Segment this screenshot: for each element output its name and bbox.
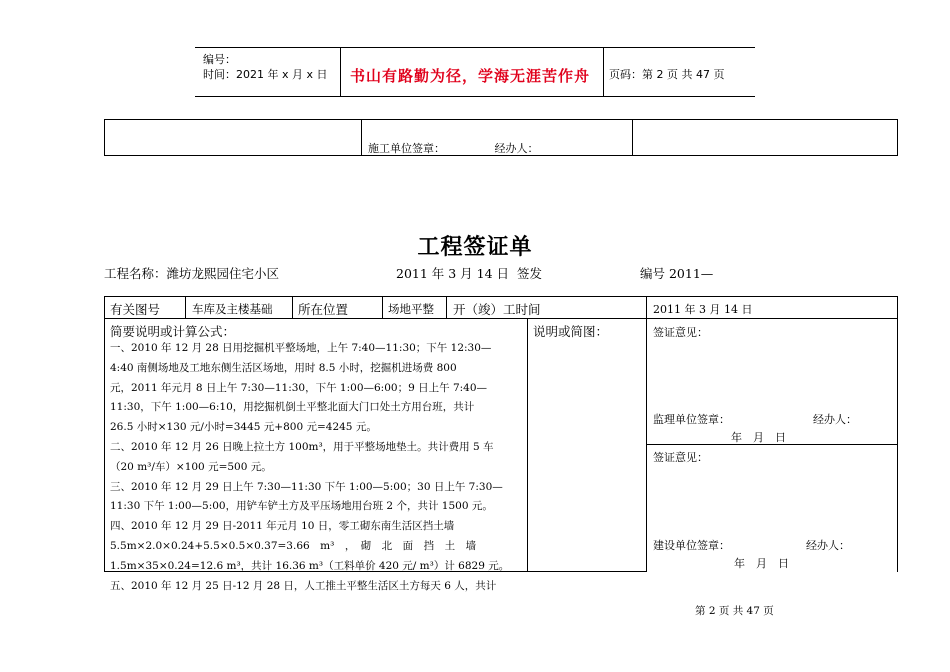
page-footer: 第 2 页 共 47 页	[695, 605, 774, 617]
header-time-label: 时间：2021 年 x 月 x 日	[203, 68, 328, 81]
description-line: 1.5m×35×0.24=12.6 m³，共计 16.36 m³（工料单价 420 元/ m³）计 6829 元。	[110, 559, 510, 572]
description-line: 26.5 小时×130 元/小时=3445 元+800 元=4245 元。	[110, 421, 377, 434]
description-line: 一、2010 年 12 月 28 日用挖掘机平整场地，上午 7:40—11:30；下午 12:30—	[110, 342, 492, 354]
header-number-label: 编号：	[203, 53, 236, 66]
label-drawing-number: 有关图号	[110, 302, 161, 317]
header-page-code: 页码：第 2 页 共 47 页	[609, 68, 725, 81]
project-name: 工程名称：潍坊龙熙园住宅小区	[104, 266, 280, 281]
serial-number: 编号 2011—	[640, 266, 714, 281]
description-line: 11:30，下午 1:00—6:10，用挖掘机倒土平整北面大门口处土方用台班，共计	[110, 401, 475, 414]
description-body	[110, 339, 525, 596]
location-value: 场地平整	[388, 302, 434, 316]
header-motto: 书山有路勤为径，学海无涯苦作舟	[350, 67, 591, 85]
issue-date: 2011 年 3 月 14 日 签发	[396, 266, 542, 281]
builder-opinion-label: 签证意见：	[653, 451, 708, 464]
work-time-value: 2011 年 3 月 14 日	[653, 303, 753, 316]
supervisor-handler-label: 经办人：	[813, 413, 857, 426]
description-line: 四、2010 年 12 月 29 日-2011 年元月 10 日，零工砌东南生活区挡土墙	[110, 520, 455, 533]
contractor-signature-line: 施工单位签章： 经办人：	[368, 142, 539, 155]
description-line: 元，2011 年元月 8 日上午 7:30—11:30，下午 1:00—6:00；9 日上午 7:40—	[110, 381, 488, 394]
diagram-header: 说明或简图：	[533, 324, 609, 339]
supervisor-date-label: 年 月 日	[731, 431, 786, 444]
supervisor-opinion-label: 签证意见：	[653, 326, 708, 339]
description-line: 11:30 下午 1:00—5:00，用铲车铲土方及平压场地用台班 2 个，共计 1500 元。	[110, 500, 493, 513]
supervisor-seal-label: 监理单位签章：	[653, 413, 730, 426]
builder-handler-label: 经办人：	[806, 539, 850, 552]
page-title: 工程签证单	[417, 234, 533, 260]
builder-date-label: 年 月 日	[734, 557, 789, 570]
description-line: 5.5m×2.0×0.24+5.5×0.5×0.37=3.66 m³ ， 砌 北 面 挡 土 墙	[110, 539, 477, 552]
drawing-number-value: 车库及主楼基础	[192, 302, 273, 316]
label-location: 所在位置	[298, 302, 349, 317]
description-line: 三、2010 年 12 月 29 日上午 7:30—11:30 下午 1:00—5:00；30 日上午 7:30—	[110, 480, 503, 493]
description-line: 二、2010 年 12 月 26 日晚上拉土方 100m³，用于平整场地垫土。共计费用 5 车	[110, 440, 494, 453]
description-line: 五、2010 年 12 月 25 日-12 月 28 日，人工推土平整生活区土方每天 6 人，共计	[110, 579, 497, 592]
label-work-time: 开（竣）工时间	[453, 302, 541, 317]
description-line: 4:40 南侧场地及工地东侧生活区场地，用时 8.5 小时，挖掘机进场费 800	[110, 361, 457, 374]
description-header: 简要说明或计算公式：	[110, 324, 236, 339]
builder-seal-label: 建设单位签章：	[653, 539, 730, 552]
description-line: （20 m³/车）×100 元=500 元。	[110, 460, 272, 473]
